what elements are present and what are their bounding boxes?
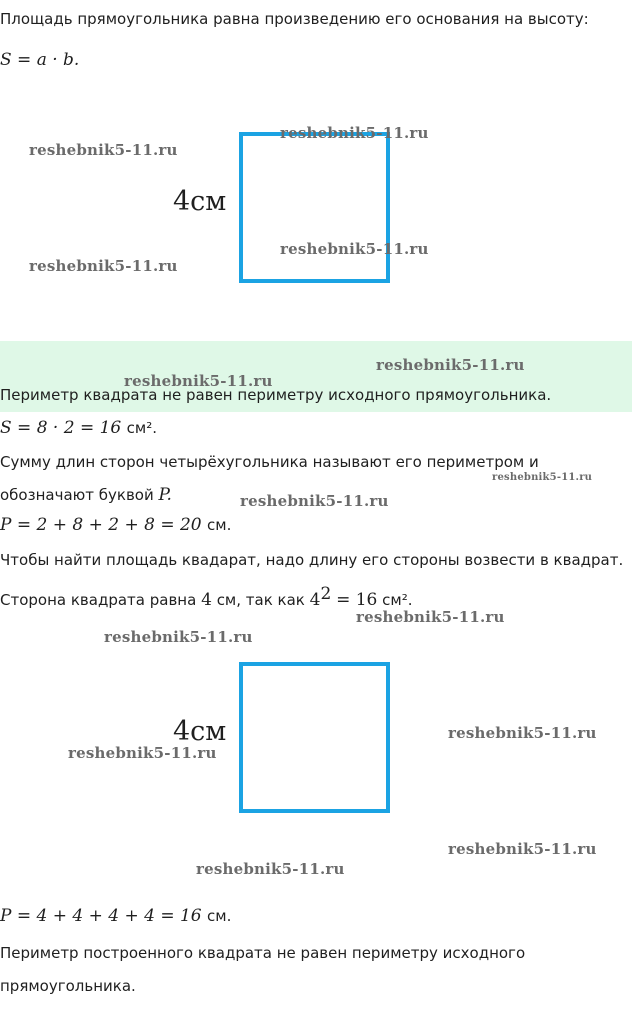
- power-exponent: 2: [320, 584, 332, 604]
- perimeter-calculation-1: [0, 515, 231, 535]
- perimeter-calc-expr: P = 4 + 4 + 4 + 4 = 16: [0, 906, 202, 926]
- side-length-text: [0, 584, 413, 610]
- watermark: reshebnik5-11.ru: [356, 608, 505, 626]
- side-text-unit: см².: [382, 591, 413, 609]
- perimeter-calc-unit: см.: [207, 907, 232, 925]
- area-calculation: [0, 418, 157, 438]
- perimeter-calc-unit: см.: [207, 516, 232, 534]
- watermark: reshebnik5-11.ru: [448, 840, 597, 858]
- area-rule-text: Площадь прямоугольника равна произведению его основания на высоту:: [0, 10, 589, 28]
- watermark: reshebnik5-11.ru: [280, 124, 429, 142]
- watermark: reshebnik5-11.ru: [492, 472, 593, 483]
- perimeter-calc-expr: P = 2 + 8 + 2 + 8 = 20: [0, 515, 202, 535]
- power-base: 4: [309, 590, 321, 610]
- square-figure: [239, 662, 390, 813]
- perimeter-not-equal-text: Периметр квадрата не равен периметру исходного прямоугольника.: [0, 386, 552, 404]
- watermark: reshebnik5-11.ru: [124, 372, 273, 390]
- watermark: reshebnik5-11.ru: [196, 860, 345, 878]
- final-statement-line-1: Периметр построенного квадрата не равен периметру исходного: [0, 944, 526, 962]
- watermark: reshebnik5-11.ru: [29, 257, 178, 275]
- watermark: reshebnik5-11.ru: [240, 492, 389, 510]
- side-value: 4: [201, 590, 212, 610]
- final-statement-line-2: прямоугольника.: [0, 977, 136, 995]
- watermark: reshebnik5-11.ru: [104, 628, 253, 646]
- side-label: 4см: [173, 186, 227, 217]
- perimeter-definition-line-2: [0, 485, 172, 505]
- watermark: reshebnik5-11.ru: [280, 240, 429, 258]
- watermark: reshebnik5-11.ru: [29, 141, 178, 159]
- side-text-part: см, так как: [216, 591, 305, 609]
- square-figure: [239, 132, 390, 283]
- perimeter-calculation-2: [0, 906, 231, 926]
- watermark: reshebnik5-11.ru: [376, 356, 525, 374]
- perimeter-definition-text: обозначают буквой: [0, 486, 154, 504]
- side-text-part: Сторона квадрата равна: [0, 591, 197, 609]
- square-area-rule-text: Чтобы найти площадь квадарат, надо длину его стороны возвести в квадрат.: [0, 551, 624, 569]
- side-label: 4см: [173, 716, 227, 747]
- area-calc-unit: см².: [126, 419, 157, 437]
- area-formula: S = a · b.: [0, 50, 80, 70]
- area-calc-expr: S = 8 · 2 = 16: [0, 418, 122, 438]
- perimeter-definition-line-1: Сумму длин сторон четырёхугольника называют его периметром и: [0, 453, 539, 471]
- watermark: reshebnik5-11.ru: [68, 744, 217, 762]
- power-result: = 16: [336, 590, 378, 610]
- perimeter-variable: P.: [158, 485, 172, 505]
- watermark: reshebnik5-11.ru: [448, 724, 597, 742]
